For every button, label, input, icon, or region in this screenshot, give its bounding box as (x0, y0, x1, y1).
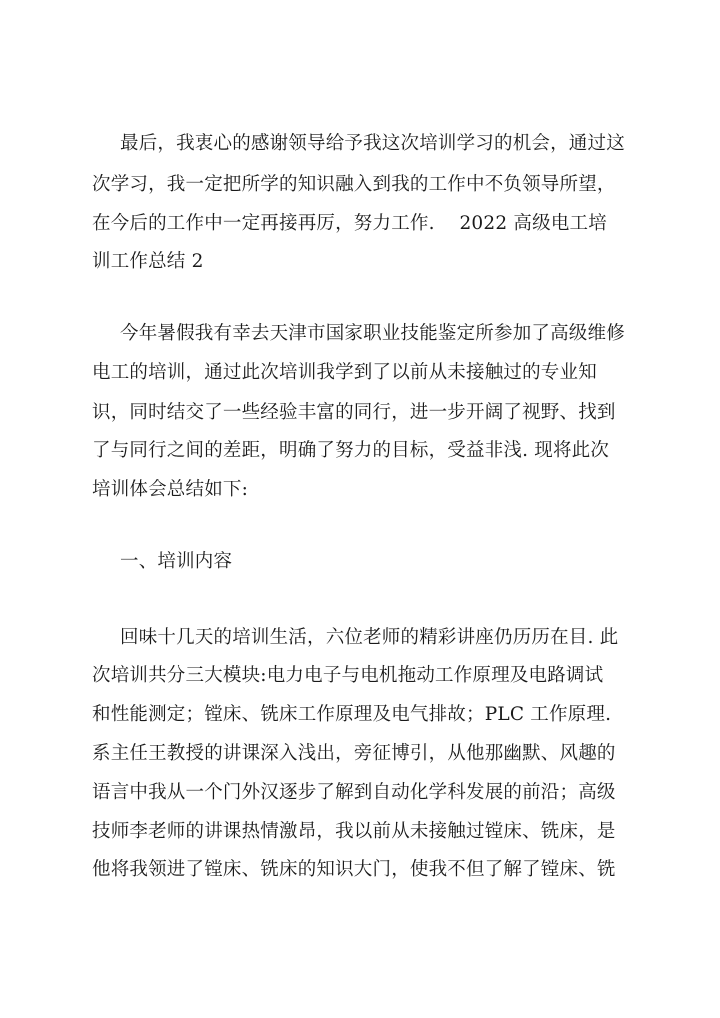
paragraph-1-line-1: 最后，我衷心的感谢领导给予我这次培训学习的机会，通过这 (120, 133, 625, 154)
paragraph-3-line-6: 技师李老师的讲课热情激昂，我以前从未接触过镗床、铣床，是 (92, 821, 616, 842)
paragraph-2-line-4: 了与同行之间的差距，明确了努力的目标，受益非浅. 现将此次 (92, 440, 610, 461)
paragraph-2-line-1: 今年暑假我有幸去天津市国家职业技能鉴定所参加了高级维修 (120, 323, 625, 344)
section-heading: 一、培训内容 (120, 551, 233, 572)
paragraph-2-line-3: 识，同时结交了一些经验丰富的同行，进一步开阔了视野、找到 (92, 402, 616, 423)
paragraph-2-line-2: 电工的培训，通过此次培训我学到了以前从未接触过的专业知 (92, 362, 597, 383)
paragraph-3-line-3: 和性能测定；镗床、铣床工作原理及电气排故；PLC 工作原理. (92, 704, 612, 725)
paragraph-3-line-2: 次培训共分三大模块:电力电子与电机拖动工作原理及电路调试 (92, 665, 604, 686)
paragraph-1-line-4: 训工作总结 2 (92, 251, 204, 272)
paragraph-1-line-3: 在今后的工作中一定再接再厉，努力工作. 2022 高级电工培 (92, 213, 607, 234)
paragraph-3-line-4: 系主任王教授的讲课深入浅出，旁征博引，从他那幽默、风趣的 (92, 743, 616, 764)
paragraph-2-line-5: 培训体会总结如下: (92, 479, 249, 500)
paragraph-3-line-7: 他将我领进了镗床、铣床的知识大门，使我不但了解了镗床、铣 (92, 859, 616, 880)
paragraph-1-line-2: 次学习，我一定把所学的知识融入到我的工作中不负领导所望， (92, 174, 616, 195)
paragraph-3-line-1: 回味十几天的培训生活，六位老师的精彩讲座仍历历在目. 此 (120, 627, 619, 648)
paragraph-3-line-5: 语言中我从一个门外汉逐步了解到自动化学科发展的前沿；高级 (92, 782, 616, 803)
